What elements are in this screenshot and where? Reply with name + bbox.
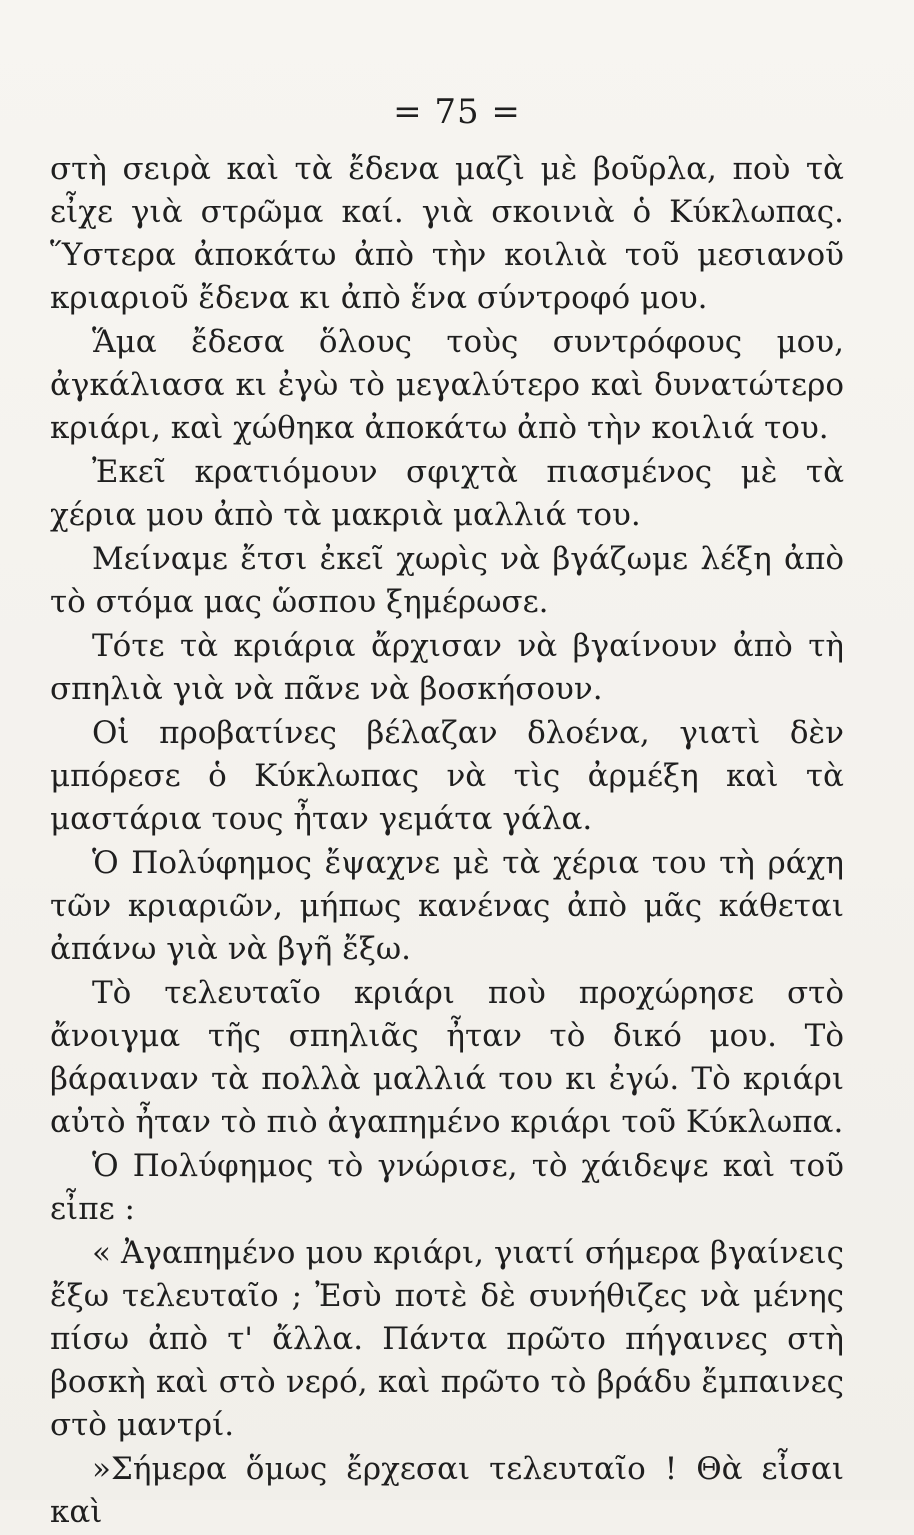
main-text <box>50 148 844 1535</box>
paragraph: Οἱ προβατίνες βέλαζαν δλοένα, γιατὶ δὲν μπόρεσε ὁ Κύκλωπας νὰ τὶς ἀρμέξη καὶ τὰ μαστάρια τους ἦταν γεμάτα γάλα. <box>50 715 844 837</box>
paragraph: Τότε τὰ κριάρια ἄρχισαν νὰ βγαίνουν ἀπὸ τὴ σπηλιὰ γιὰ νὰ πᾶνε νὰ βοσκήσουν. <box>50 628 844 707</box>
paragraph: « Ἀγαπημένο μου κριάρι, γιατί σήμερα βγαίνεις ἔξω τελευταῖο ; Ἐσὺ ποτὲ δὲ συνήθιζες νὰ μένης πίσω ἀπὸ τ' ἄλλα. Πάντα πρῶτο πήγαινες στὴ βοσκὴ καὶ στὸ νερό, καὶ πρῶτο τὸ βράδυ ἔμπαινες στὸ μαντρί. <box>50 1235 844 1443</box>
paragraph: Ὁ Πολύφημος ἔψαχνε μὲ τὰ χέρια του τὴ ράχη τῶν κριαριῶν, μήπως κανένας ἀπὸ μᾶς κάθεται ἀπάνω γιὰ νὰ βγῆ ἔξω. <box>50 845 844 967</box>
paragraph: στὴ σειρὰ καὶ τὰ ἔδενα μαζὶ μὲ βοῦρλα, ποὺ τὰ εἶχε γιὰ στρῶμα καί. γιὰ σκοινιὰ ὁ Κύκλωπας. Ὕστερα ἀποκάτω ἀπὸ τὴν κοιλιὰ τοῦ μεσιανοῦ κριαριοῦ ἔδενα κι ἀπὸ ἕνα σύντροφό μου. <box>50 151 844 316</box>
paragraph: Ἅμα ἔδεσα ὅλους τοὺς συντρόφους μου, ἀγκάλιασα κι ἐγὼ τὸ μεγαλύτερο καὶ δυνατώτερο κριάρι, καὶ χώθηκα ἀποκάτω ἀπὸ τὴν κοιλιά του. <box>50 324 844 446</box>
page-number: = 75 = <box>393 92 521 132</box>
paragraph: Ὁ Πολύφημος τὸ γνώρισε, τὸ χάιδεψε καὶ τοῦ εἶπε : <box>50 1148 844 1227</box>
paragraph: Τὸ τελευταῖο κριάρι ποὺ προχώρησε στὸ ἄνοιγμα τῆς σπηλιᾶς ἦταν τὸ δικό μου. Τὸ βάραιναν τὰ πολλὰ μαλλιά του κι ἐγώ. Τὸ κριάρι αὐτὸ ἦταν τὸ πιὸ ἀγαπημένο κριάρι τοῦ Κύκλωπα. <box>50 975 844 1140</box>
paragraph: Μείναμε ἔτσι ἐκεῖ χωρὶς νὰ βγάζωμε λέξη ἀπὸ τὸ στόμα μας ὥσπου ξημέρωσε. <box>50 541 844 620</box>
paragraph: »Σήμερα ὅμως ἔρχεσαι τελευταῖο ! Θὰ εἶσαι καὶ <box>50 1451 844 1530</box>
paragraph: Ἐκεῖ κρατιόμουν σφιχτὰ πιασμένος μὲ τὰ χέρια μου ἀπὸ τὰ μακριὰ μαλλιά του. <box>50 454 844 533</box>
